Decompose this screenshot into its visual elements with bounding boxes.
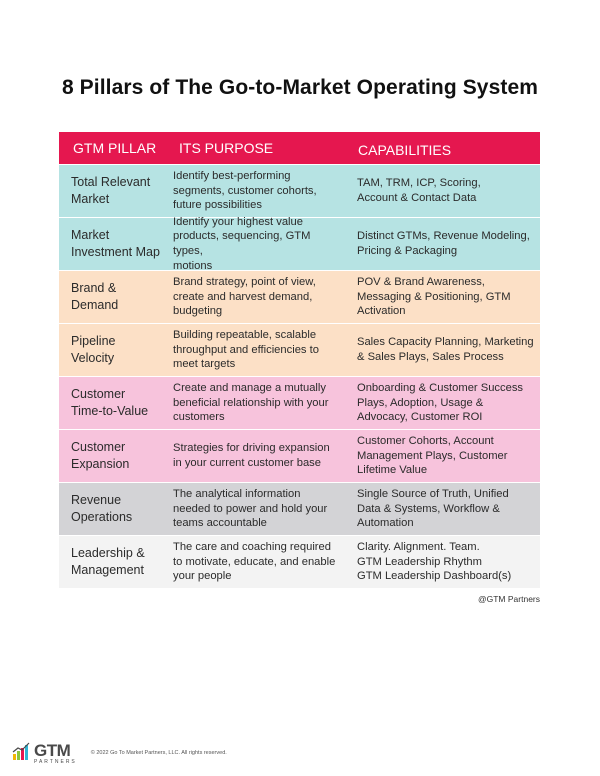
copyright-text: © 2022 Go To Market Partners, LLC. All rights reserved.: [90, 750, 227, 756]
capabilities-cell: Clarity. Alignment. Team. GTM Leadership Rhythm GTM Leadership Dashboard(s): [357, 541, 512, 583]
pillar-cell: Brand & Demand: [71, 281, 119, 312]
table-row: [59, 535, 540, 588]
pillar-cell: Customer Expansion: [71, 440, 130, 471]
pillar-cell: Customer Time-to-Value: [71, 387, 149, 418]
capabilities-cell: TAM, TRM, ICP, Scoring, Account & Contact Data: [357, 177, 481, 204]
purpose-cell: The care and coaching required to motivate, educate, and enable your people: [173, 541, 336, 583]
capabilities-cell: Distinct GTMs, Revenue Modeling, Pricing & Packaging: [357, 230, 530, 257]
page-title: 8 Pillars of The Go-to-Market Operating System: [61, 76, 539, 99]
pillar-cell: Market Investment Map: [71, 228, 160, 259]
header-capabilities: CAPABILITIES: [358, 142, 452, 158]
pillar-cell: Pipeline Velocity: [71, 334, 116, 365]
logo-wordmark: GTM: [34, 740, 71, 760]
capabilities-cell: Single Source of Truth, Unified Data & Systems, Workflow & Automation: [357, 488, 509, 530]
pillar-cell: Total Relevant Market: [71, 175, 151, 206]
purpose-cell: The analytical information needed to power and hold your teams accountable: [173, 488, 328, 530]
table-row: [59, 376, 540, 429]
purpose-cell: Identify best-performing segments, customer cohorts, future possibilities: [173, 170, 317, 212]
table-body: [59, 164, 540, 588]
capabilities-cell: POV & Brand Awareness, Messaging & Positioning, GTM Activation: [357, 276, 511, 318]
table-row: [59, 482, 540, 535]
header-gtm-pillar: GTM PILLAR: [73, 140, 157, 156]
purpose-cell: Identify your highest value products, sequencing, GTM types, motions: [173, 215, 311, 272]
pillar-cell: Revenue Operations: [71, 493, 133, 524]
purpose-cell: Create and manage a mutually beneficial relationship with your customers: [173, 382, 329, 424]
purpose-cell: Building repeatable, scalable throughput and efficiencies to meet targets: [173, 329, 319, 371]
table-header: [59, 132, 540, 164]
chart-bars-icon: [12, 742, 32, 765]
table-row: [59, 429, 540, 482]
table-row: [59, 323, 540, 376]
purpose-cell: Brand strategy, point of view, create and harvest demand, budgeting: [173, 276, 316, 318]
capabilities-cell: Onboarding & Customer Success Plays, Adoption, Usage & Advocacy, Customer ROI: [357, 382, 524, 424]
pillar-cell: Leadership & Management: [71, 546, 145, 577]
table-row: [59, 217, 540, 270]
table-row: [59, 164, 540, 217]
capabilities-cell: Customer Cohorts, Account Management Plays, Customer Lifetime Value: [357, 435, 508, 477]
footer: [12, 741, 227, 765]
logo-subtitle: PARTNERS: [34, 758, 77, 765]
purpose-cell: Strategies for driving expansion in your current customer base: [173, 442, 330, 469]
credit-text: @GTM Partners: [478, 594, 540, 604]
capabilities-cell: Sales Capacity Planning, Marketing & Sales Plays, Sales Process: [357, 336, 534, 363]
gtm-partners-logo: [12, 742, 77, 765]
table-row: [59, 270, 540, 323]
pillars-table: [59, 132, 540, 588]
header-its-purpose: ITS PURPOSE: [179, 140, 274, 156]
